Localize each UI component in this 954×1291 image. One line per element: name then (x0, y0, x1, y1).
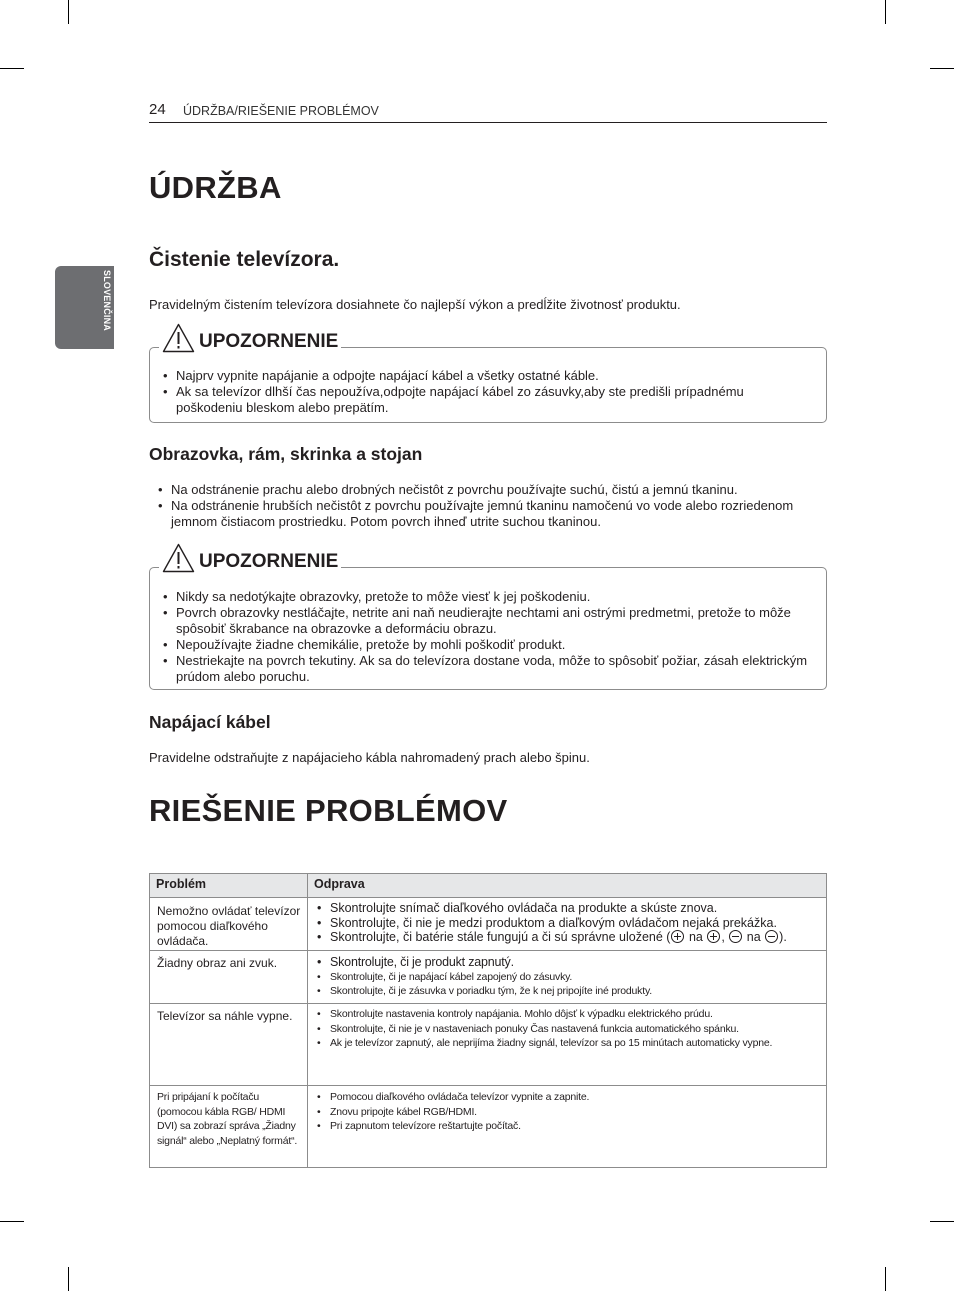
fix-cell (308, 951, 827, 1004)
troubleshooting-table (149, 873, 827, 1168)
crop-mark (885, 0, 886, 24)
caution-box (149, 331, 827, 423)
column-header-problem: Problém (150, 874, 308, 898)
list-item: • Povrch obrazovky nestláčajte, netrite ani naň neudierajte nechtami ani ostrými predmetmi, pretože to môže spôsobiť škrabance na obrazovke a deformáciu obrazu. (163, 605, 813, 637)
caution-list (163, 368, 813, 416)
power-cable-heading: Napájací kábel (149, 712, 271, 732)
fix-list (317, 1007, 820, 1051)
list-item: • Skontrolujte, či je napájací kábel zapojený do zásuvky. (317, 970, 820, 985)
language-tab-label: SLOVENČINA (102, 270, 112, 332)
battery-text: na (743, 930, 765, 944)
screen-heading: Obrazovka, rám, skrinka a stojan (149, 444, 423, 464)
list-item: • Na odstránenie hrubších nečistôt z povrchu používajte jemnú tkaninu namočenú vo vode alebo rozriedenom jemnom čistiacom prostriedku. Potom povrch ihneď utrite suchou tkaninou. (158, 498, 808, 530)
crop-mark (930, 1221, 954, 1222)
battery-text: na (685, 930, 707, 944)
crop-mark (930, 68, 954, 69)
list-item: • Znovu pripojte kábel RGB/HDMI. (317, 1105, 820, 1120)
list-item: • Skontrolujte snímač diaľkového ovládača na produkte a skúste znova. (317, 901, 820, 916)
cleaning-intro: Pravidelným čistením televízora dosiahnete čo najlepší výkon a predĺžite životnosť produktu. (149, 297, 681, 312)
minus-icon (729, 930, 742, 943)
troubleshooting-heading: RIEŠENIE PROBLÉMOV (149, 793, 508, 828)
list-item: • Nepoužívajte žiadne chemikálie, pretože by mohli poškodiť produkt. (163, 637, 813, 653)
table-row (150, 1004, 827, 1086)
list-item: • Najprv vypnite napájanie a odpojte napájací kábel a všetky ostatné káble. (163, 368, 813, 384)
list-item: • Ak sa televízor dlhší čas nepoužíva,odpojte napájací kábel zo zásuvky,aby ste predišli prípadnému poškodeniu bleskom alebo prepätím. (163, 384, 813, 416)
fix-list (317, 901, 820, 945)
warning-icon (162, 543, 195, 573)
language-tab (55, 266, 114, 349)
list-item: • Na odstránenie prachu alebo drobných nečistôt z povrchu používajte suchú, čistú a jemnú tkaninu. (158, 482, 808, 498)
running-header (149, 100, 827, 123)
list-item (317, 930, 820, 945)
crop-mark (68, 0, 69, 24)
section-title: ÚDRŽBA/RIEŠENIE PROBLÉMOV (183, 104, 379, 118)
fix-cell (308, 1086, 827, 1168)
caution-label (159, 323, 341, 353)
caution-list (163, 589, 813, 685)
list-item: • Skontrolujte, či je produkt zapnutý. (317, 955, 820, 970)
crop-mark (0, 1221, 24, 1222)
fix-list (317, 1090, 820, 1134)
problem-cell: Nemožno ovládať televízor pomocou diaľkového ovládača. (150, 898, 308, 951)
warning-icon (162, 323, 195, 353)
caution-title: UPOZORNENIE (199, 331, 339, 352)
column-header-fix: Odprava (308, 874, 827, 898)
plus-icon (707, 930, 720, 943)
table-header-row (150, 874, 827, 898)
crop-mark (0, 68, 24, 69)
list-item: • Nikdy sa nedotýkajte obrazovky, pretože to môže viesť k jej poškodeniu. (163, 589, 813, 605)
caution-title: UPOZORNENIE (199, 551, 339, 572)
problem-cell: Pri pripájaní k počítaču (pomocou kábla RGB/ HDMI DVI) sa zobrazí správa „Žiadny signál“ alebo „Neplatný formát“. (150, 1086, 308, 1168)
fix-list (317, 955, 820, 999)
battery-text: Skontrolujte, či batérie stále fungujú a či sú správne uložené ( (330, 930, 671, 944)
list-item: • Skontrolujte, či je zásuvka v poriadku tým, že k nej pripojíte iné produkty. (317, 984, 820, 999)
page-number: 24 (149, 101, 166, 118)
battery-text: ). (779, 930, 787, 944)
battery-text: , (721, 930, 729, 944)
table-row (150, 951, 827, 1004)
list-item: • Skontrolujte, či nie je medzi produktom a diaľkovým ovládačom nejaká prekážka. (317, 916, 820, 931)
list-item: • Ak je televízor zapnutý, ale neprijíma žiadny signál, televízor sa po 15 minútach automaticky vypne. (317, 1036, 820, 1051)
table-row (150, 898, 827, 951)
problem-cell: Žiadny obraz ani zvuk. (150, 951, 308, 1004)
screen-list (158, 482, 808, 530)
caution-label (159, 543, 341, 573)
table-row (150, 1086, 827, 1168)
fix-cell (308, 1004, 827, 1086)
crop-mark (885, 1267, 886, 1291)
problem-cell: Televízor sa náhle vypne. (150, 1004, 308, 1086)
minus-icon (765, 930, 778, 943)
list-item: • Skontrolujte, či nie je v nastaveniach ponuky Čas nastavená funkcia automatického spánku. (317, 1022, 820, 1037)
caution-box (149, 551, 827, 690)
cleaning-heading: Čistenie televízora. (149, 248, 340, 271)
crop-mark (68, 1267, 69, 1291)
list-item: • Skontrolujte nastavenia kontroly napájania. Mohlo dôjsť k výpadku elektrického prúdu. (317, 1007, 820, 1022)
list-item: • Pomocou diaľkového ovládača televízor vypnite a zapnite. (317, 1090, 820, 1105)
list-item: • Nestriekajte na povrch tekutiny. Ak sa do televízora dostane voda, môže to spôsobiť požiar, zásah elektrickým prúdom alebo poruchu. (163, 653, 813, 685)
list-item: • Pri zapnutom televízore reštartujte počítač. (317, 1119, 820, 1134)
power-cable-text: Pravidelne odstraňujte z napájacieho kábla nahromadený prach alebo špinu. (149, 750, 590, 765)
plus-icon (671, 930, 684, 943)
fix-cell (308, 898, 827, 951)
maintenance-heading: ÚDRŽBA (149, 170, 282, 205)
